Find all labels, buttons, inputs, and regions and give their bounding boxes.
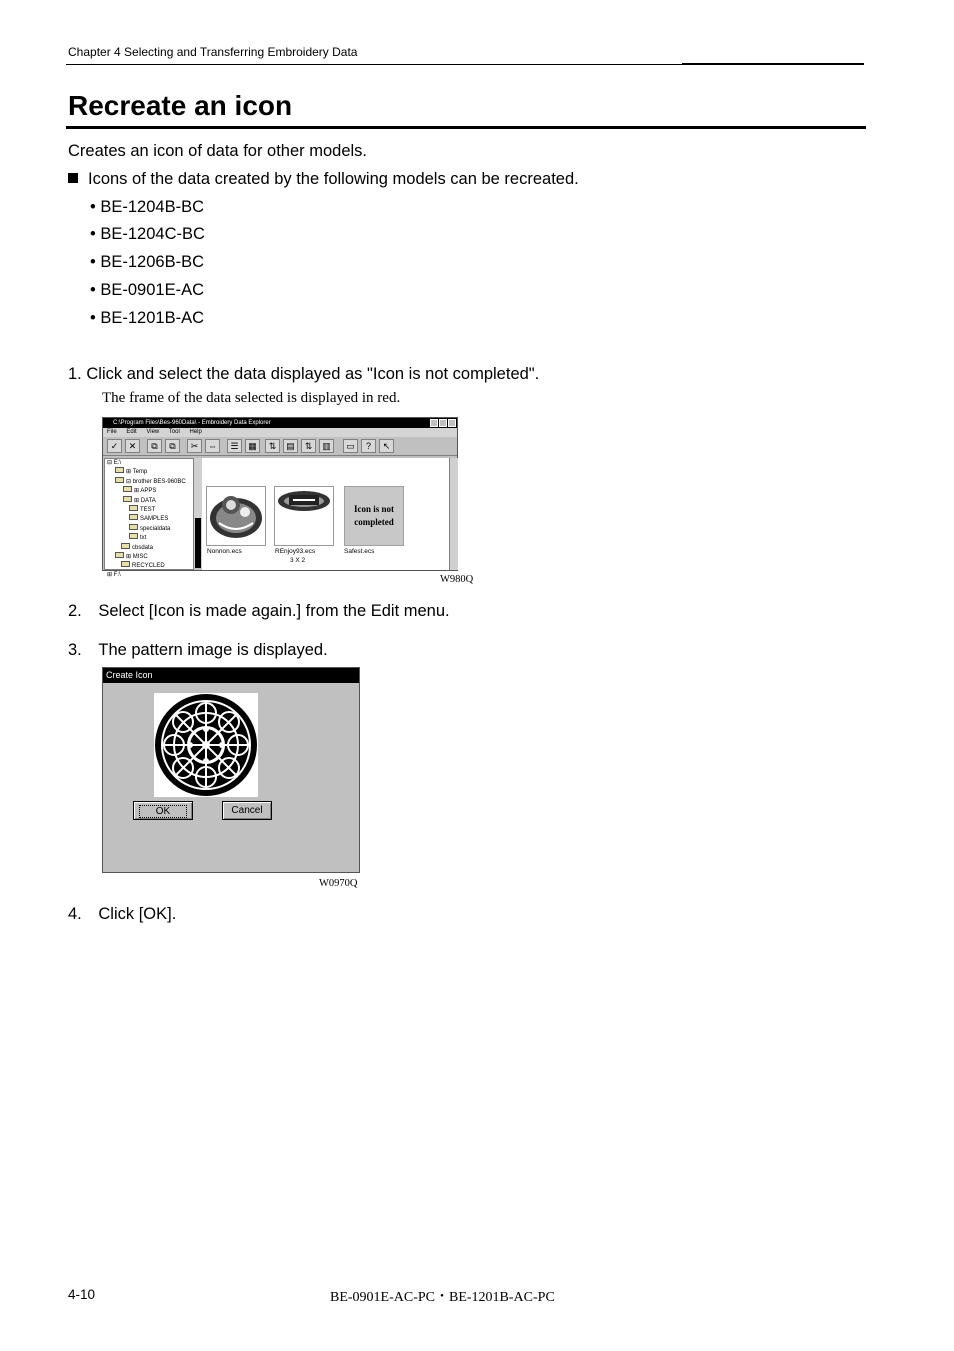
context-help-icon[interactable]: ↖ [379,439,394,453]
maximize-icon[interactable] [439,419,447,427]
figure-caption: W980Q [440,574,474,585]
icon-not-completed-label: Icon is not completed [353,504,394,527]
minimize-icon[interactable] [430,419,438,427]
tree-item[interactable]: txt [105,533,193,542]
file-tile-renjoy[interactable] [274,486,334,546]
folder-icon [115,467,124,473]
header-rule-thick [682,63,864,65]
folder-icon [129,505,138,511]
figure-caption: W0970Q [319,878,358,889]
step-2 [68,602,450,621]
bullet-intro-text: Icons of the data created by the following models can be recreated. [88,170,579,188]
file-name: REnjoy93.ecs [275,548,316,555]
step-number: 4. [68,905,82,923]
folder-icon [121,561,130,567]
step-3 [68,641,328,660]
file-size: 3 X 2 [290,557,306,564]
folder-icon [123,496,132,502]
menu-view[interactable]: View [146,429,160,435]
explorer-title: C:\Program Files\Bes-960Data\ - Embroidery Data Explorer [113,420,271,426]
folder-icon [129,514,138,520]
footer-models: BE-0901E-AC-PC・BE-1201B-AC-PC [330,1290,555,1305]
file-pane-scrollbar[interactable] [449,458,458,570]
folder-icon [123,486,132,492]
folder-icon [115,477,124,483]
model-item: • BE-1201B-AC [90,309,204,327]
folder-icon [121,543,130,549]
folder-tree [104,458,194,578]
explorer-toolbar [103,437,457,456]
create-icon-dialog [102,667,360,873]
tree-item[interactable]: ⊞ F:\ [107,571,121,578]
step-text: Click and select the data displayed as "Icon is not completed". [86,365,540,383]
page-title: Recreate an icon [68,90,293,121]
explorer-body [103,458,457,578]
step-4 [68,905,176,924]
tree-item[interactable]: ⊞ APPS [105,486,193,495]
tree-item[interactable]: SAMPLES [105,514,193,523]
file-tile-nonnon[interactable] [206,486,266,546]
tree-item[interactable]: ⊟ brother BES-960BC [105,477,193,486]
explorer-screenshot [102,417,458,578]
tree-item[interactable]: ⊟ E:\ [107,460,122,466]
delete-tool-icon[interactable]: ✕ [125,439,140,453]
folder-icon [129,524,138,530]
menu-edit[interactable]: Edit [126,429,137,435]
page-number: 4-10 [68,1287,96,1302]
step-text: The pattern image is displayed. [98,641,328,659]
dialog-title: Create Icon [103,668,359,683]
model-item: • BE-0901E-AC [90,281,204,299]
step-text: Click [OK]. [98,905,177,923]
paste-tool-icon[interactable]: ⧉ [165,439,180,453]
file-pane [202,458,449,570]
tree-item[interactable]: RECYCLED [105,561,193,570]
menu-help[interactable]: Help [189,429,202,435]
folder-icon [115,552,124,558]
sort-date-icon[interactable]: ⇅ [301,439,316,453]
embroidery-thumbnail-icon [275,487,333,545]
ok-tool-icon[interactable]: ✓ [107,439,122,453]
properties-tool-icon[interactable]: ▭ [343,439,358,453]
step-1-note: The frame of the data selected is displayed in red. [102,390,401,406]
title-rule [66,126,866,129]
sort-type-icon[interactable]: ▥ [319,439,334,453]
file-tile-not-completed[interactable] [344,486,404,546]
list-view-icon[interactable]: ☰ [227,439,242,453]
step-1 [68,365,539,384]
copy-tool-icon[interactable]: ⧉ [147,439,162,453]
explorer-titlebar [103,418,457,428]
help-tool-icon[interactable]: ? [361,439,376,453]
sort-size-icon[interactable]: ▤ [283,439,298,453]
step-number: 3. [68,641,82,659]
move-tool-icon[interactable]: ⇔ [205,439,220,453]
cancel-button[interactable]: Cancel [222,801,272,820]
chapter-header: Chapter 4 Selecting and Transferring Embroidery Data [68,45,358,59]
file-name: Nonnon.ecs [207,548,242,555]
embroidery-thumbnail-icon [207,487,265,545]
folder-icon [129,533,138,539]
pattern-preview [154,693,258,797]
close-icon[interactable] [448,419,456,427]
tree-scrollbar[interactable] [193,458,202,568]
tree-item[interactable]: cbsdata [105,543,193,552]
bullet-intro [68,170,579,189]
tree-item[interactable]: ⊞ Temp [105,467,193,476]
square-bullet-icon [68,173,78,183]
tree-item[interactable]: specialdata [105,524,193,533]
file-name: Safest.ecs [344,548,375,555]
embroidery-pattern-icon [154,693,258,797]
tree-item[interactable]: TEST [105,505,193,514]
menu-tool[interactable]: Tool [168,429,180,435]
model-item: • BE-1204C-BC [90,225,205,243]
step-text: Select [Icon is made again.] from the Edit menu. [98,602,450,620]
explorer-menubar [103,428,457,437]
tree-item[interactable]: ⊞ MISC [105,552,193,561]
intro-text: Creates an icon of data for other models. [68,142,367,160]
cut-tool-icon[interactable]: ✂ [187,439,202,453]
ok-button[interactable]: OK [133,801,193,820]
tree-scroll-thumb[interactable] [195,518,201,568]
step-number: 2. [68,602,82,620]
step-number: 1. [68,365,82,383]
model-item: • BE-1204B-BC [90,198,204,216]
model-item: • BE-1206B-BC [90,253,204,271]
tree-item[interactable]: ⊞ DATA [105,496,193,505]
header-rule [66,64,682,65]
menu-file[interactable]: File [107,429,117,435]
icon-view-icon[interactable]: ▦ [245,439,260,453]
sort-name-icon[interactable]: ⇅ [265,439,280,453]
